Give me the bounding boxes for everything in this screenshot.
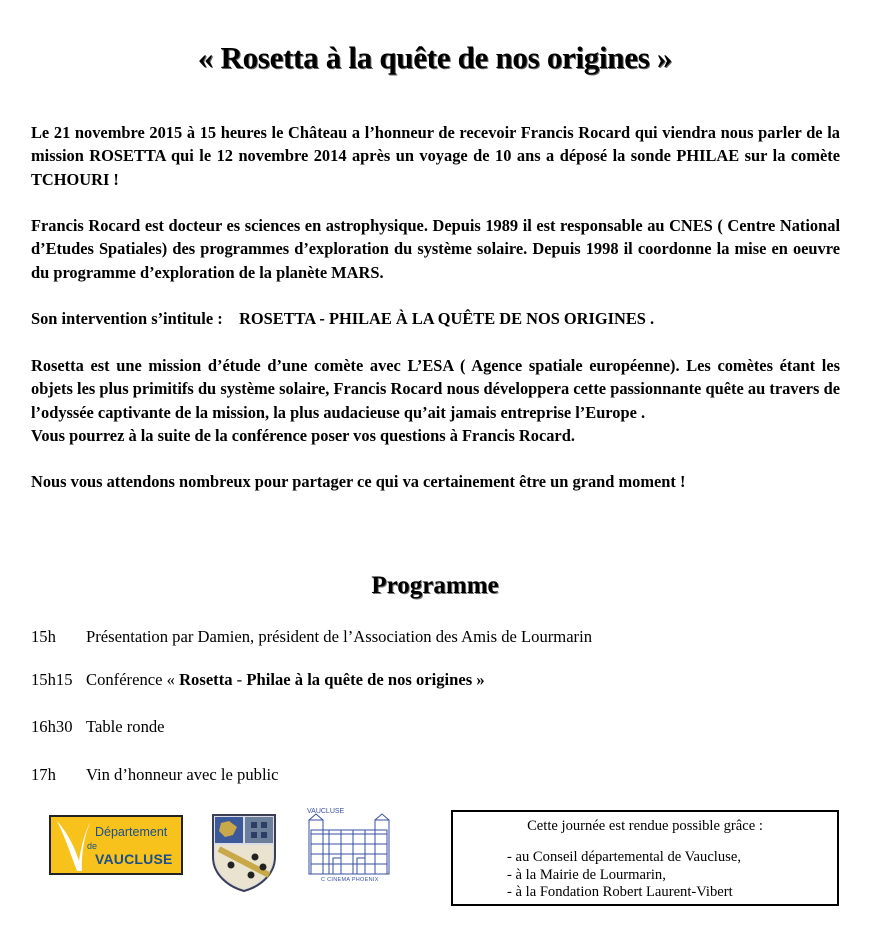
intro-text (31, 121, 840, 494)
intro-paragraph-5: Vous pourrez à la suite de la conférence poser vos questions à Francis Rocard. (31, 425, 575, 445)
programme-item (31, 765, 279, 785)
programme-time: 16h30 (31, 717, 73, 736)
talk-label: Son intervention s’intitule : (31, 309, 223, 329)
programme-desc: Vin d’honneur avec le public (86, 765, 279, 784)
programme-desc: Table ronde (86, 717, 165, 736)
intro-paragraph-4: Rosetta est une mission d’étude d’une comète avec L’ESA ( Agence spatiale européenne). Les comètes étant les objets les plus primitifs du système solaire, Francis Rocard nous développera cette passionnante quête au travers de l’odyssée captivante de la mission, la plus audacieuse qu’ait jamais entreprise l’Europe . (31, 355, 840, 422)
sponsor-item: - à la Fondation Robert Laurent-Vibert (507, 884, 733, 901)
programme-time: 15h (31, 627, 56, 646)
programme-heading: Programme (371, 572, 499, 599)
programme-item (31, 717, 165, 737)
chateau-logo-top-text: VAUCLUSE (307, 808, 345, 815)
sponsors-heading: Cette journée est rendue possible grâce : (527, 818, 763, 834)
intro-paragraph-3 (31, 307, 840, 330)
vaucluse-logo-line3: VAUCLUSE (95, 851, 173, 867)
sponsor-item: - à la Mairie de Lourmarin, (507, 866, 666, 883)
programme-item (31, 627, 592, 647)
sponsor-item: - au Conseil départemental de Vaucluse, (507, 849, 741, 865)
talk-title: ROSETTA - PHILAE À LA QUÊTE DE NOS ORIGINES . (239, 309, 655, 329)
page-title: « Rosetta à la quête de nos origines » (197, 40, 673, 75)
sponsors-list (507, 849, 741, 902)
vaucluse-logo-line2: de (87, 841, 98, 851)
vaucluse-department-logo (49, 815, 183, 875)
chateau-logo (303, 808, 395, 886)
programme-item (31, 670, 485, 690)
vaucluse-logo-line1: Département (95, 825, 168, 839)
intro-paragraph-2: Francis Rocard est docteur es sciences en astrophysique. Depuis 1989 il est responsable au CNES ( Centre National d’Etudes Spatiales) des programmes d’exploration du système solaire. Depuis 1998 il coordonne la mise en oeuvre du programme d’exploration de la planète MARS. (31, 216, 840, 282)
intro-paragraph-1: Le 21 novembre 2015 à 15 heures le Château a l’honneur de recevoir Francis Rocard qui viendra nous parler de la mission ROSETTA qui le 12 novembre 2014 après un voyage de 10 ans a déposé la sonde PHILAE sur la comète TCHOURI ! (31, 123, 840, 189)
lourmarin-coat-of-arms-icon (211, 813, 277, 893)
chateau-logo-bottom-text: C CINEMA PHOENIX (321, 877, 379, 883)
chateau-drawing-icon (303, 808, 395, 886)
sponsors-box (451, 810, 839, 906)
programme-desc: Présentation par Damien, président de l’Association des Amis de Lourmarin (86, 627, 592, 646)
intro-paragraph-6: Nous vous attendons nombreux pour partager ce qui va certainement être un grand moment ! (31, 472, 686, 492)
programme-time: 15h15 (31, 670, 73, 689)
programme-time: 17h (31, 765, 56, 784)
programme-desc: Conférence « Rosetta - Philae à la quête de nos origines » (86, 670, 485, 689)
